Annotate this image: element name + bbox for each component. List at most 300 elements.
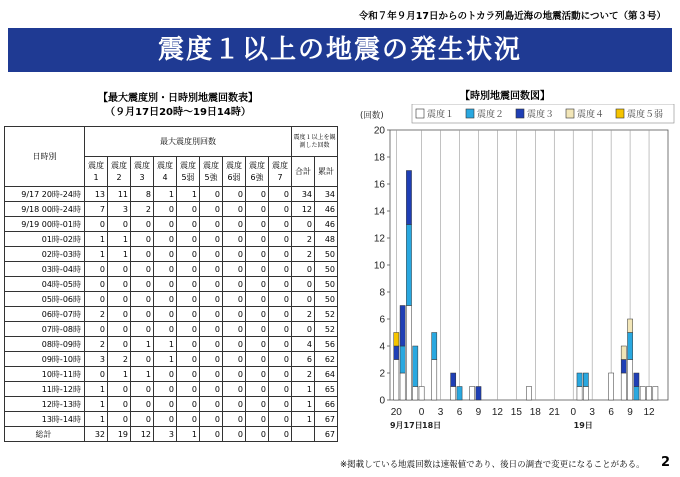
x-tick-label: 3 <box>437 407 444 418</box>
count-cell: 0 <box>223 262 246 277</box>
count-cell: 0 <box>246 187 269 202</box>
x-tick-label: 9 <box>475 407 482 418</box>
legend-swatch <box>466 109 474 118</box>
x-tick-label: 21 <box>548 407 560 418</box>
count-cell: 0 <box>223 187 246 202</box>
table-row <box>5 292 338 307</box>
cumulative-cell: 50 <box>315 277 338 292</box>
total-cell: 34 <box>292 187 315 202</box>
count-cell: 0 <box>177 397 200 412</box>
count-cell: 0 <box>177 352 200 367</box>
chart-title: 【時別地震回数図】 <box>460 91 550 102</box>
count-cell: 0 <box>246 202 269 217</box>
count-cell: 0 <box>223 247 246 262</box>
count-cell: 0 <box>108 292 131 307</box>
bar-segment <box>406 306 411 401</box>
row-label: 9/19 00時-01時 <box>5 217 85 232</box>
table-row <box>5 277 338 292</box>
row-label: 02時-03時 <box>5 247 85 262</box>
bar-segment <box>476 387 481 401</box>
bar-segment <box>640 387 645 401</box>
cumulative-cell: 34 <box>315 187 338 202</box>
table-subtitle: （９月17日20時～19日14時） <box>105 107 251 118</box>
row-label: 01時-02時 <box>5 232 85 247</box>
count-cell: 0 <box>108 322 131 337</box>
count-cell: 0 <box>269 412 292 427</box>
count-cell: 0 <box>131 307 154 322</box>
count-cell: 0 <box>269 187 292 202</box>
row-label: 07時-08時 <box>5 322 85 337</box>
total-cell: 2 <box>292 232 315 247</box>
footer-note: ※掲載している地震回数は速報値であり、後日の調査で変更になることがある。 <box>340 460 645 470</box>
count-cell: 0 <box>200 427 223 442</box>
cumulative-cell: 46 <box>315 202 338 217</box>
row-label: 04時-05時 <box>5 277 85 292</box>
count-cell: 0 <box>269 202 292 217</box>
row-label: 9/17 20時-24時 <box>5 187 85 202</box>
table-row <box>5 397 338 412</box>
table-row <box>5 412 338 427</box>
intensity-col-header: 震度 2 <box>108 157 131 187</box>
count-cell: 0 <box>200 412 223 427</box>
count-cell: 0 <box>223 232 246 247</box>
cumulative-cell: 65 <box>315 382 338 397</box>
y-tick-label: 12 <box>373 233 385 245</box>
row-label: 08時-09時 <box>5 337 85 352</box>
count-cell: 0 <box>269 217 292 232</box>
cumulative-cell: 48 <box>315 232 338 247</box>
count-cell: 0 <box>177 292 200 307</box>
count-cell: 0 <box>108 382 131 397</box>
hourly-count-chart <box>358 104 680 434</box>
cumulative-cell: 50 <box>315 262 338 277</box>
count-cell: 0 <box>108 412 131 427</box>
count-cell: 0 <box>154 202 177 217</box>
legend-swatch <box>616 109 624 118</box>
count-cell: 0 <box>200 322 223 337</box>
bar-segment <box>400 346 405 373</box>
x-tick-label: 12 <box>491 407 503 418</box>
count-cell: 0 <box>131 412 154 427</box>
cumulative-col-header: 累計 <box>315 157 338 187</box>
legend-swatch <box>416 109 424 118</box>
count-cell: 0 <box>246 217 269 232</box>
count-cell: 3 <box>154 427 177 442</box>
row-label: 12時-13時 <box>5 397 85 412</box>
count-cell: 0 <box>177 232 200 247</box>
intensity-col-header: 震度 5弱 <box>177 157 200 187</box>
count-cell: 0 <box>154 292 177 307</box>
bar-segment <box>526 387 531 401</box>
intensity-col-header: 震度 3 <box>131 157 154 187</box>
count-cell: 0 <box>246 292 269 307</box>
count-cell: 0 <box>85 322 108 337</box>
count-cell: 0 <box>269 232 292 247</box>
bar-segment <box>413 346 418 387</box>
bar-segment <box>400 373 405 400</box>
count-cell: 0 <box>177 217 200 232</box>
count-cell: 0 <box>131 382 154 397</box>
count-cell: 0 <box>177 277 200 292</box>
count-cell: 0 <box>223 292 246 307</box>
bar-segment <box>406 225 411 306</box>
count-cell: 0 <box>246 412 269 427</box>
count-cell: 0 <box>246 307 269 322</box>
count-cell: 0 <box>223 337 246 352</box>
date-label: 18日 <box>422 421 442 430</box>
row-label: 03時-04時 <box>5 262 85 277</box>
count-cell: 1 <box>154 337 177 352</box>
count-cell: 0 <box>154 277 177 292</box>
count-cell: 0 <box>246 397 269 412</box>
legend-label: 震度５弱 <box>627 110 664 120</box>
count-cell: 0 <box>269 262 292 277</box>
x-tick-label: 6 <box>608 407 614 418</box>
count-cell: 1 <box>177 187 200 202</box>
y-tick-label: 2 <box>379 368 385 380</box>
table-row <box>5 352 338 367</box>
bar-segment <box>577 373 582 387</box>
count-cell: 0 <box>246 247 269 262</box>
cumulative-cell: 52 <box>315 322 338 337</box>
count-cell: 0 <box>154 367 177 382</box>
count-cell: 2 <box>108 352 131 367</box>
count-cell: 0 <box>246 262 269 277</box>
count-cell: 0 <box>200 187 223 202</box>
table-title: 【最大震度別・日時別地震回数表】 <box>98 93 258 104</box>
x-tick-label: 9 <box>627 407 633 418</box>
bar-segment <box>400 306 405 347</box>
bar-segment <box>451 387 456 401</box>
row-label: 06時-07時 <box>5 307 85 322</box>
bar-segment <box>432 360 437 401</box>
bar-segment <box>583 373 588 387</box>
row-label: 13時-14時 <box>5 412 85 427</box>
count-cell: 0 <box>246 232 269 247</box>
count-cell: 0 <box>269 277 292 292</box>
table-row <box>5 337 338 352</box>
table-row <box>5 232 338 247</box>
x-tick-label: 12 <box>643 407 655 418</box>
count-cell: 0 <box>269 352 292 367</box>
count-cell: 13 <box>85 187 108 202</box>
count-cell: 0 <box>223 352 246 367</box>
count-cell: 0 <box>177 367 200 382</box>
intensity-col-header: 震度 6強 <box>246 157 269 187</box>
count-cell: 0 <box>223 397 246 412</box>
cumulative-cell: 67 <box>315 427 338 442</box>
count-cell: 0 <box>223 322 246 337</box>
count-cell: 0 <box>85 277 108 292</box>
x-tick-label: 0 <box>570 407 577 418</box>
x-tick-label: 3 <box>589 407 595 418</box>
count-cell: 0 <box>85 367 108 382</box>
count-cell: 0 <box>154 397 177 412</box>
total-cell: 0 <box>292 322 315 337</box>
count-cell: 0 <box>246 277 269 292</box>
bar-segment <box>621 346 626 360</box>
count-cell: 0 <box>154 307 177 322</box>
count-cell: 0 <box>177 412 200 427</box>
count-cell: 0 <box>154 382 177 397</box>
count-cell: 0 <box>131 232 154 247</box>
count-cell: 1 <box>154 187 177 202</box>
count-cell: 0 <box>177 202 200 217</box>
count-cell: 0 <box>177 307 200 322</box>
count-cell: 0 <box>246 382 269 397</box>
bar-segment <box>621 360 626 374</box>
count-cell: 19 <box>108 427 131 442</box>
count-cell: 0 <box>200 217 223 232</box>
count-cell: 0 <box>131 322 154 337</box>
y-tick-label: 10 <box>373 260 385 272</box>
count-cell: 0 <box>108 217 131 232</box>
row-label: 総計 <box>5 427 85 442</box>
count-cell: 1 <box>85 382 108 397</box>
table-row <box>5 307 338 322</box>
count-cell: 0 <box>200 382 223 397</box>
total-cell: 1 <box>292 382 315 397</box>
bar-segment <box>583 387 588 401</box>
count-cell: 0 <box>131 292 154 307</box>
count-cell: 0 <box>200 277 223 292</box>
count-cell: 0 <box>200 262 223 277</box>
cumulative-cell: 50 <box>315 292 338 307</box>
count-cell: 0 <box>246 352 269 367</box>
x-tick-label: 0 <box>418 407 425 418</box>
legend-swatch <box>566 109 574 118</box>
table-row <box>5 367 338 382</box>
table-row <box>5 382 338 397</box>
count-cell: 0 <box>154 322 177 337</box>
cumulative-cell: 62 <box>315 352 338 367</box>
cumulative-cell: 56 <box>315 337 338 352</box>
count-cell: 0 <box>269 322 292 337</box>
count-cell: 0 <box>131 247 154 262</box>
count-cell: 0 <box>269 247 292 262</box>
count-cell: 0 <box>200 232 223 247</box>
count-cell: 0 <box>223 412 246 427</box>
count-cell: 0 <box>108 262 131 277</box>
count-cell: 0 <box>85 292 108 307</box>
row-label: 11時-12時 <box>5 382 85 397</box>
bar-segment <box>634 387 639 401</box>
table-row <box>5 262 338 277</box>
total-cell: 4 <box>292 337 315 352</box>
count-cell: 0 <box>177 322 200 337</box>
legend-label: 震度２ <box>477 110 505 120</box>
y-tick-label: 8 <box>379 287 385 299</box>
count-cell: 3 <box>85 352 108 367</box>
y-tick-label: 0 <box>379 395 385 407</box>
bar-segment <box>419 387 424 401</box>
count-cell: 0 <box>223 427 246 442</box>
count-cell: 0 <box>108 307 131 322</box>
row-label: 09時-10時 <box>5 352 85 367</box>
count-cell: 0 <box>223 367 246 382</box>
report-header-note: 令和７年９月17日からのトカラ列島近海の地震活動について（第３号） <box>358 11 666 22</box>
bar-segment <box>653 387 658 401</box>
total-cell: 0 <box>292 292 315 307</box>
count-cell: 0 <box>131 217 154 232</box>
count-cell: 1 <box>85 412 108 427</box>
y-tick-label: 16 <box>373 179 385 191</box>
totals-row <box>5 427 338 442</box>
total-cell: 2 <box>292 247 315 262</box>
count-cell: 0 <box>154 247 177 262</box>
count-cell: 0 <box>154 232 177 247</box>
count-cell: 1 <box>108 232 131 247</box>
page-title: 震度１以上の地震の発生状況 <box>8 28 672 72</box>
intensity-group-header: 最大震度別回数 <box>85 127 292 157</box>
cumulative-cell: 67 <box>315 412 338 427</box>
count-cell: 3 <box>108 202 131 217</box>
legend-swatch <box>516 109 524 118</box>
total-cell: 0 <box>292 277 315 292</box>
bar-segment <box>451 373 456 387</box>
row-label: 05時-06時 <box>5 292 85 307</box>
observed-count-header: 震度１以上を観測した回数 <box>292 127 338 157</box>
count-cell: 0 <box>269 382 292 397</box>
table-row <box>5 322 338 337</box>
count-cell: 0 <box>154 262 177 277</box>
count-cell: 0 <box>200 202 223 217</box>
count-cell: 1 <box>85 247 108 262</box>
cumulative-cell: 50 <box>315 247 338 262</box>
count-cell: 0 <box>131 277 154 292</box>
cumulative-cell: 46 <box>315 217 338 232</box>
intensity-col-header: 震度 7 <box>269 157 292 187</box>
count-cell: 0 <box>223 382 246 397</box>
bar-segment <box>406 171 411 225</box>
count-cell: 1 <box>131 337 154 352</box>
cumulative-cell: 52 <box>315 307 338 322</box>
count-cell: 0 <box>177 382 200 397</box>
total-cell: 0 <box>292 217 315 232</box>
count-cell: 0 <box>85 262 108 277</box>
date-label: 19日 <box>573 421 593 430</box>
y-tick-label: 20 <box>373 125 385 137</box>
bar-segment <box>394 346 399 360</box>
count-cell: 0 <box>200 292 223 307</box>
legend-label: 震度３ <box>527 110 555 120</box>
count-cell: 1 <box>177 427 200 442</box>
total-cell: 6 <box>292 352 315 367</box>
intensity-col-header: 震度 1 <box>85 157 108 187</box>
total-cell: 0 <box>292 262 315 277</box>
datetime-header: 日時別 <box>5 127 85 187</box>
total-cell <box>292 427 315 442</box>
count-cell: 0 <box>269 337 292 352</box>
bar-segment <box>628 333 633 360</box>
count-cell: 11 <box>108 187 131 202</box>
count-cell: 0 <box>200 367 223 382</box>
count-cell: 0 <box>200 307 223 322</box>
bar-segment <box>457 387 462 401</box>
count-cell: 0 <box>200 352 223 367</box>
bar-segment <box>394 333 399 347</box>
intensity-col-header: 震度 4 <box>154 157 177 187</box>
bar-segment <box>577 387 582 401</box>
cumulative-cell: 66 <box>315 397 338 412</box>
total-cell: 12 <box>292 202 315 217</box>
bar-segment <box>413 387 418 401</box>
total-cell: 1 <box>292 397 315 412</box>
count-cell: 1 <box>131 367 154 382</box>
table-row <box>5 202 338 217</box>
count-cell: 0 <box>154 217 177 232</box>
count-cell: 0 <box>223 202 246 217</box>
intensity-count-table <box>4 126 338 442</box>
y-tick-label: 4 <box>379 341 385 353</box>
cumulative-cell: 64 <box>315 367 338 382</box>
date-label: 9月17日 <box>389 421 423 430</box>
count-cell: 0 <box>131 262 154 277</box>
count-cell: 0 <box>269 292 292 307</box>
count-cell: 12 <box>131 427 154 442</box>
count-cell: 0 <box>154 412 177 427</box>
bar-segment <box>628 360 633 401</box>
count-cell: 1 <box>154 352 177 367</box>
page-number: 2 <box>660 455 670 470</box>
count-cell: 2 <box>131 202 154 217</box>
bar-segment <box>634 373 639 387</box>
bar-segment <box>628 319 633 333</box>
y-tick-label: 6 <box>379 314 385 326</box>
x-tick-label: 15 <box>510 407 522 418</box>
row-label: 9/18 00時-24時 <box>5 202 85 217</box>
count-cell: 7 <box>85 202 108 217</box>
count-cell: 0 <box>269 307 292 322</box>
count-cell: 0 <box>223 217 246 232</box>
count-cell: 0 <box>108 337 131 352</box>
count-cell: 0 <box>269 367 292 382</box>
x-tick-label: 18 <box>529 407 541 418</box>
count-cell: 1 <box>85 232 108 247</box>
y-tick-label: 14 <box>373 206 385 218</box>
count-cell: 0 <box>85 217 108 232</box>
count-cell: 0 <box>246 427 269 442</box>
count-cell: 8 <box>131 187 154 202</box>
bar-segment <box>432 333 437 360</box>
x-tick-label: 6 <box>456 407 463 418</box>
count-cell: 1 <box>108 367 131 382</box>
count-cell: 0 <box>269 397 292 412</box>
legend-label: 震度４ <box>577 110 605 120</box>
x-tick-label: 20 <box>390 407 402 418</box>
legend-label: 震度１ <box>427 110 455 120</box>
row-label: 10時-11時 <box>5 367 85 382</box>
bar-segment <box>621 373 626 400</box>
total-cell: 2 <box>292 307 315 322</box>
y-axis-label: (回数) <box>360 111 384 121</box>
intensity-col-header: 震度 5強 <box>200 157 223 187</box>
total-col-header: 合計 <box>292 157 315 187</box>
count-cell: 32 <box>85 427 108 442</box>
count-cell: 2 <box>85 337 108 352</box>
bar-segment <box>394 360 399 401</box>
count-cell: 0 <box>131 352 154 367</box>
bar-segment <box>646 387 651 401</box>
count-cell: 0 <box>269 427 292 442</box>
count-cell: 0 <box>108 397 131 412</box>
count-cell: 0 <box>200 397 223 412</box>
count-cell: 0 <box>246 367 269 382</box>
count-cell: 0 <box>223 307 246 322</box>
count-cell: 0 <box>200 247 223 262</box>
count-cell: 0 <box>131 397 154 412</box>
y-tick-label: 18 <box>373 152 385 164</box>
